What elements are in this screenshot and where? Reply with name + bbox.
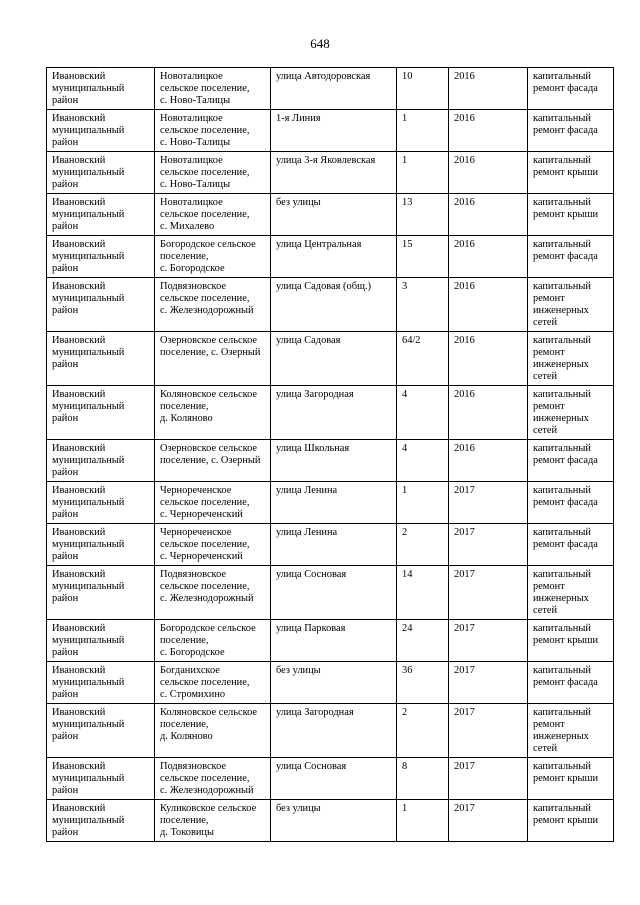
work-type-cell: капитальный ремонт крыши bbox=[528, 800, 614, 842]
house-number-cell: 15 bbox=[397, 236, 449, 278]
year-cell: 2016 bbox=[449, 278, 528, 332]
table-row bbox=[47, 524, 614, 566]
street-cell: улица Ленина bbox=[271, 524, 397, 566]
table-row bbox=[47, 704, 614, 758]
street-cell: улица Сосновая bbox=[271, 758, 397, 800]
district-cell: Ивановский муниципальный район bbox=[47, 68, 155, 110]
district-cell: Ивановский муниципальный район bbox=[47, 620, 155, 662]
table-row bbox=[47, 758, 614, 800]
settlement-cell: Богородское сельское поселение, с. Богородское bbox=[155, 236, 271, 278]
house-number-cell: 4 bbox=[397, 386, 449, 440]
settlement-cell: Подвязновское сельское поселение, с. Железнодорожный bbox=[155, 758, 271, 800]
year-cell: 2017 bbox=[449, 620, 528, 662]
street-cell: улица Автодоровская bbox=[271, 68, 397, 110]
work-type-cell: капитальный ремонт фасада bbox=[528, 482, 614, 524]
year-cell: 2017 bbox=[449, 524, 528, 566]
district-cell: Ивановский муниципальный район bbox=[47, 482, 155, 524]
district-cell: Ивановский муниципальный район bbox=[47, 566, 155, 620]
table-row bbox=[47, 332, 614, 386]
year-cell: 2017 bbox=[449, 482, 528, 524]
street-cell: без улицы bbox=[271, 194, 397, 236]
settlement-cell: Озерновское сельское поселение, с. Озерный bbox=[155, 440, 271, 482]
year-cell: 2016 bbox=[449, 152, 528, 194]
work-type-cell: капитальный ремонт инженерных сетей bbox=[528, 386, 614, 440]
work-type-cell: капитальный ремонт инженерных сетей bbox=[528, 332, 614, 386]
year-cell: 2017 bbox=[449, 758, 528, 800]
year-cell: 2016 bbox=[449, 194, 528, 236]
year-cell: 2016 bbox=[449, 332, 528, 386]
house-number-cell: 4 bbox=[397, 440, 449, 482]
page-number: 648 bbox=[310, 36, 330, 51]
settlement-cell: Подвязновское сельское поселение, с. Железнодорожный bbox=[155, 566, 271, 620]
year-cell: 2017 bbox=[449, 704, 528, 758]
street-cell: улица Сосновая bbox=[271, 566, 397, 620]
district-cell: Ивановский муниципальный район bbox=[47, 758, 155, 800]
district-cell: Ивановский муниципальный район bbox=[47, 524, 155, 566]
work-type-cell: капитальный ремонт фасада bbox=[528, 524, 614, 566]
work-type-cell: капитальный ремонт крыши bbox=[528, 152, 614, 194]
table-row bbox=[47, 152, 614, 194]
street-cell: улица Загородная bbox=[271, 704, 397, 758]
work-type-cell: капитальный ремонт инженерных сетей bbox=[528, 278, 614, 332]
year-cell: 2016 bbox=[449, 440, 528, 482]
table-row bbox=[47, 194, 614, 236]
district-cell: Ивановский муниципальный район bbox=[47, 110, 155, 152]
work-type-cell: капитальный ремонт фасада bbox=[528, 110, 614, 152]
district-cell: Ивановский муниципальный район bbox=[47, 800, 155, 842]
settlement-cell: Коляновское сельское поселение, д. Коляново bbox=[155, 386, 271, 440]
year-cell: 2016 bbox=[449, 236, 528, 278]
work-type-cell: капитальный ремонт фасада bbox=[528, 68, 614, 110]
settlement-cell: Новоталицкое сельское поселение, с. Михалево bbox=[155, 194, 271, 236]
year-cell: 2017 bbox=[449, 566, 528, 620]
year-cell: 2016 bbox=[449, 68, 528, 110]
district-cell: Ивановский муниципальный район bbox=[47, 440, 155, 482]
settlement-cell: Новоталицкое сельское поселение, с. Ново-Талицы bbox=[155, 68, 271, 110]
house-number-cell: 1 bbox=[397, 800, 449, 842]
year-cell: 2017 bbox=[449, 662, 528, 704]
table-row bbox=[47, 440, 614, 482]
work-type-cell: капитальный ремонт инженерных сетей bbox=[528, 704, 614, 758]
repair-registry-table bbox=[46, 67, 614, 842]
table-row bbox=[47, 386, 614, 440]
house-number-cell: 14 bbox=[397, 566, 449, 620]
table-row bbox=[47, 800, 614, 842]
district-cell: Ивановский муниципальный район bbox=[47, 662, 155, 704]
street-cell: улица Ленина bbox=[271, 482, 397, 524]
settlement-cell: Чернореченское сельское поселение, с. Чернореченский bbox=[155, 524, 271, 566]
district-cell: Ивановский муниципальный район bbox=[47, 332, 155, 386]
settlement-cell: Озерновское сельское поселение, с. Озерный bbox=[155, 332, 271, 386]
district-cell: Ивановский муниципальный район bbox=[47, 278, 155, 332]
house-number-cell: 3 bbox=[397, 278, 449, 332]
street-cell: улица Центральная bbox=[271, 236, 397, 278]
house-number-cell: 13 bbox=[397, 194, 449, 236]
district-cell: Ивановский муниципальный район bbox=[47, 152, 155, 194]
street-cell: улица Загородная bbox=[271, 386, 397, 440]
work-type-cell: капитальный ремонт фасада bbox=[528, 662, 614, 704]
street-cell: без улицы bbox=[271, 800, 397, 842]
street-cell: 1-я Линия bbox=[271, 110, 397, 152]
settlement-cell: Коляновское сельское поселение, д. Коляново bbox=[155, 704, 271, 758]
year-cell: 2016 bbox=[449, 110, 528, 152]
district-cell: Ивановский муниципальный район bbox=[47, 236, 155, 278]
house-number-cell: 1 bbox=[397, 152, 449, 194]
table-row bbox=[47, 482, 614, 524]
house-number-cell: 36 bbox=[397, 662, 449, 704]
street-cell: улица Садовая bbox=[271, 332, 397, 386]
work-type-cell: капитальный ремонт крыши bbox=[528, 194, 614, 236]
table-body bbox=[47, 68, 614, 842]
year-cell: 2017 bbox=[449, 800, 528, 842]
work-type-cell: капитальный ремонт крыши bbox=[528, 758, 614, 800]
house-number-cell: 1 bbox=[397, 482, 449, 524]
house-number-cell: 10 bbox=[397, 68, 449, 110]
house-number-cell: 8 bbox=[397, 758, 449, 800]
settlement-cell: Куликовское сельское поселение, д. Токовицы bbox=[155, 800, 271, 842]
house-number-cell: 24 bbox=[397, 620, 449, 662]
settlement-cell: Новоталицкое сельское поселение, с. Ново-Талицы bbox=[155, 152, 271, 194]
settlement-cell: Богданихское сельское поселение, с. Стромихино bbox=[155, 662, 271, 704]
house-number-cell: 2 bbox=[397, 704, 449, 758]
work-type-cell: капитальный ремонт фасада bbox=[528, 236, 614, 278]
street-cell: улица 3-я Яковлевская bbox=[271, 152, 397, 194]
settlement-cell: Богородское сельское поселение, с. Богородское bbox=[155, 620, 271, 662]
street-cell: улица Парковая bbox=[271, 620, 397, 662]
table-row bbox=[47, 566, 614, 620]
street-cell: улица Садовая (общ.) bbox=[271, 278, 397, 332]
settlement-cell: Новоталицкое сельское поселение, с. Ново-Талицы bbox=[155, 110, 271, 152]
street-cell: без улицы bbox=[271, 662, 397, 704]
district-cell: Ивановский муниципальный район bbox=[47, 704, 155, 758]
house-number-cell: 64/2 bbox=[397, 332, 449, 386]
district-cell: Ивановский муниципальный район bbox=[47, 194, 155, 236]
street-cell: улица Школьная bbox=[271, 440, 397, 482]
house-number-cell: 2 bbox=[397, 524, 449, 566]
house-number-cell: 1 bbox=[397, 110, 449, 152]
district-cell: Ивановский муниципальный район bbox=[47, 386, 155, 440]
table-row bbox=[47, 278, 614, 332]
work-type-cell: капитальный ремонт инженерных сетей bbox=[528, 566, 614, 620]
table-row bbox=[47, 236, 614, 278]
table-row bbox=[47, 620, 614, 662]
table-row bbox=[47, 68, 614, 110]
year-cell: 2016 bbox=[449, 386, 528, 440]
table-row bbox=[47, 662, 614, 704]
work-type-cell: капитальный ремонт крыши bbox=[528, 620, 614, 662]
settlement-cell: Подвязновское сельское поселение, с. Железнодорожный bbox=[155, 278, 271, 332]
work-type-cell: капитальный ремонт фасада bbox=[528, 440, 614, 482]
table-row bbox=[47, 110, 614, 152]
settlement-cell: Чернореченское сельское поселение, с. Чернореченский bbox=[155, 482, 271, 524]
